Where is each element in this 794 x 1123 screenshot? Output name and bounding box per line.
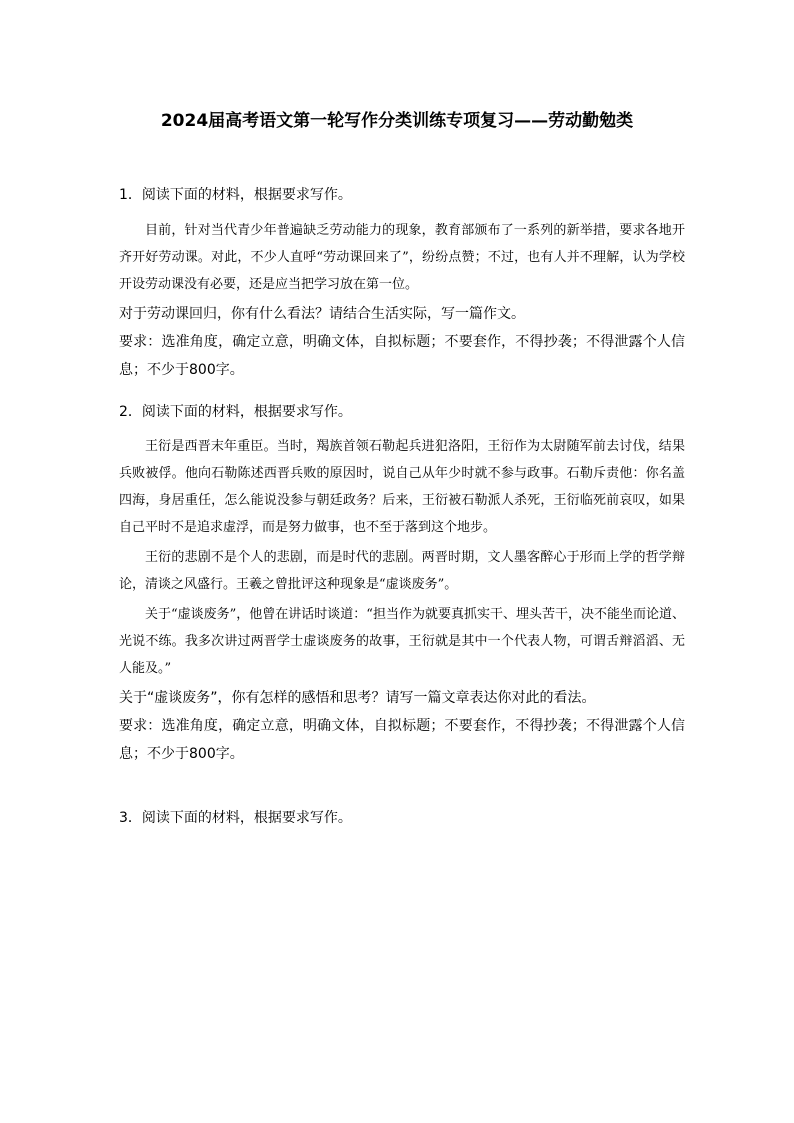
question-2 <box>119 402 685 768</box>
question-1-requirement: 要求：选准角度，确定立意，明确文体，自拟标题；不要套作，不得抄袭；不得泄露个人信息；不少于800字。 <box>119 334 685 378</box>
question-3-number: 3． <box>119 810 142 826</box>
question-2-material-1: 王衍是西晋末年重臣。当时，羯族首领石勒起兵进犯洛阳，王衍作为太尉随军前去讨伐，结果兵败被俘。他向石勒陈述西晋兵败的原因时，说自己从年少时就不参与政事。石勒斥责他：你名盖四海，身居重任，怎么能说没参与朝廷政务？后来，王衍被石勒派人杀死，王衍临死前哀叹，如果自己平时不是追求虚浮，而是努力做事，也不至于落到这个地步。 <box>119 439 685 535</box>
question-3-heading <box>119 808 685 828</box>
question-1-heading <box>119 185 685 205</box>
question-1-number: 1． <box>119 187 142 203</box>
question-2-prompt: 关于“虚谈废务”，你有怎样的感悟和思考？请写一篇文章表达你对此的看法。 <box>119 690 596 706</box>
question-2-instruction: 阅读下面的材料，根据要求写作。 <box>141 404 352 420</box>
document-title: 2024届高考语文第一轮写作分类训练专项复习——劳动勤勉类 <box>160 111 634 131</box>
question-2-material-3: 关于“虚谈废务”，他曾在讲话时谈道：“担当作为就要真抓实干、埋头苦干，决不能坐而论道、光说不练。我多次讲过两晋学士虚谈废务的故事，王衍就是其中一个代表人物，可谓舌辩滔滔、无人能及。” <box>119 607 685 676</box>
question-1-material: 目前，针对当代青少年普遍缺乏劳动能力的现象，教育部颁布了一系列的新举措，要求各地开齐开好劳动课。对此，不少人直呼“劳动课回来了”，纷纷点赞；不过，也有人并不理解，认为学校开设劳动课没有必要，还是应当把学习放在第一位。 <box>119 223 685 292</box>
question-2-requirement: 要求：选准角度，确定立意，明确文体，自拟标题；不要套作，不得抄袭；不得泄露个人信息；不少于800字。 <box>119 718 685 762</box>
question-2-material-2: 王衍的悲剧不是个人的悲剧，而是时代的悲剧。两晋时期，文人墨客醉心于形而上学的哲学辩论，清谈之风盛行。王羲之曾批评这种现象是“虚谈废务”。 <box>119 550 685 592</box>
question-1-prompt: 对于劳动课回归，你有什么看法？请结合生活实际，写一篇作文。 <box>119 306 525 322</box>
question-1 <box>119 185 685 384</box>
question-1-instruction: 阅读下面的材料，根据要求写作。 <box>141 187 352 203</box>
question-3 <box>119 808 685 828</box>
question-2-number: 2． <box>119 404 142 420</box>
question-2-heading <box>119 402 685 422</box>
question-3-instruction: 阅读下面的材料，根据要求写作。 <box>141 810 352 826</box>
